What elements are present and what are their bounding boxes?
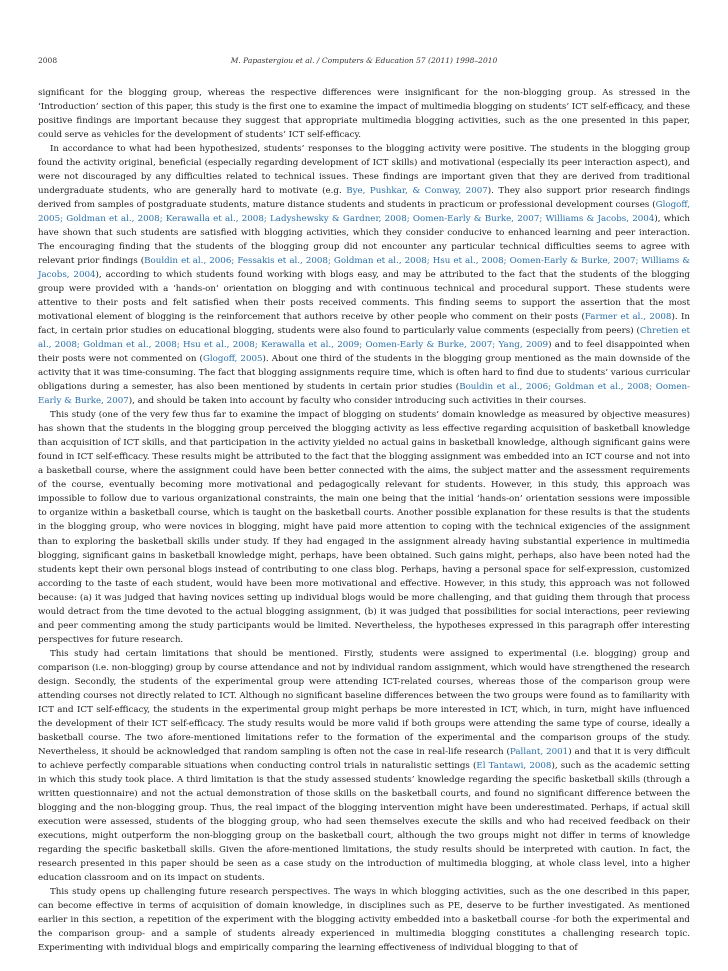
body-paragraph <box>38 885 690 955</box>
paragraph-text: ) and to feel disappointed when their posts were not commented on ( <box>38 340 691 365</box>
paragraph-text: ) and that it is very difficult to achieve perfectly comparable situations when conducting control trials in naturalistic settings ( <box>38 746 690 771</box>
paragraph-text: This study opens up challenging future research perspectives. The ways in which blogging activities, such as the one described in this paper, can become effective in terms of acquisition of domain knowledge, in disciplines such as PE, deserve to be further investigated. As mentioned earlier in this section, a repetition of the experiment with the blogging activity embedded into a basketball course -for both the experimental and the comparison group- and a sample of students already experienced in multimedia blogging constitutes a challenging research topic. Experimenting with individual blogs and empirically comparing the learning effectiveness of individual blogging to that of <box>38 886 690 953</box>
citation-link[interactable]: Glogoff, 2005 <box>202 354 263 365</box>
body-paragraph <box>38 647 690 885</box>
page-number: 2008 <box>38 56 58 65</box>
paragraph-text: ), according to which students found working with blogs easy, and may be attributed to the fact that the students of the blogging group were provided with a ‘hands-on’ orientation on blogging and with continuous technical and procedural support. These students were attentive to their posts and felt satisfied when their posts received comments. This finding seems to support the assertion that the most motivational element of blogging is the reinforcement that authors receive by other people who comment on their posts ( <box>38 270 690 323</box>
citation-link[interactable]: Bye, Pushkar, & Conway, 2007 <box>346 186 488 197</box>
citation-link[interactable]: Bouldin et al., 2006; Fessakis et al., 2008; Goldman et al., 2008; Hsu et al., 2008; Oomen-Early & Burke, 2007; Williams & Jacobs, 2004 <box>38 256 690 281</box>
body-paragraph <box>38 408 690 646</box>
paragraph-text: ). In fact, in certain prior studies on educational blogging, students were also found to particularly value comments (especially from peers) ( <box>38 312 690 337</box>
paragraph-text: This study (one of the very few thus far to examine the impact of blogging on students’ domain knowledge as measured by objective measures) has shown that the students in the blogging group perceived the blogging activity as less effective regarding acquisition of basketball knowledge than acquisition of ICT skills, and that participation in the activity yielded no actual gains in basketball knowledge, although significant gains were found in ICT self-efficacy. These results might be attributed to the fact that the blogging assignment was embedded into an ICT course and not into a basketball course, where the assignment could have been better connected with the aims, the subject matter and the assessment requirements of the course, eventually becoming more motivational and pedagogically relevant for students. However, in this study, this approach was impossible to follow due to various organizational constraints, the main one being that the initial ‘hands-on’ orientation sessions were impossible to organize within a basketball course, which is taught on the basketball courts. Another possible explanation for these results is that the students in the blogging group, who were novices in blogging, might have paid more attention to coping with the technical exigencies of the assignment than to exploring the basketball skills under study. If they had engaged in the assignment already having substantial experience in multimedia blogging, significant gains in basketball knowledge might, perhaps, have been obtained. Such gains might, perhaps, also have been noted had the students kept their own personal blogs instead of contributing to one class blog. Perhaps, having a personal space for self-expression, customized according to the taste of each student, would have been more motivational and effective. However, in this study, this approach was not followed because: (a) it was judged that having novices setting up individual blogs would be more challenging, and that guiding them through that process would detract from the time devoted to the actual blogging assignment, (b) it was judged that possibilities for social interactions, peer reviewing and peer commenting among the study participants would be limited. Nevertheless, the hypotheses expressed in this paragraph offer interesting perspectives for future research. <box>38 410 690 645</box>
paragraph-text: ), which have shown that such students are satisfied with blogging activities, which they consider conducive to enhanced learning and peer interaction. The encouraging finding that the students of the blogging group did not encounter any particular technical difficulties seems to agree with relevant prior findings ( <box>38 214 690 267</box>
paragraph-text: In accordance to what had been hypothesized, students’ responses to the blogging activity were positive. The students in the blogging group found the activity original, beneficial (especially regarding development of ICT skills) and motivational (especially its peer interaction aspect), and were not discouraged by any difficulties related to technical issues. These findings are important given that they are derived from traditional undergraduate students, who are generally hard to motivate (e.g. <box>38 144 690 197</box>
paragraph-text: ). About one third of the students in the blogging group mentioned as the main downside of the activity that it was time-consuming. The fact that blogging assignments require time, which is often hard to find due to students’ various curricular obligations during a semester, has also been mentioned by students in certain prior studies ( <box>38 354 690 393</box>
paragraph-text: ). They also support prior research findings derived from samples of postgraduate students, mature distance students and students in practicum or professional development courses ( <box>38 186 690 211</box>
citation-link[interactable]: El Tantawi, 2008 <box>476 760 552 771</box>
running-header <box>38 56 690 70</box>
citation-link[interactable]: Glogoff, 2005; Goldman et al., 2008; Kerawalla et al., 2008; Ladyshewsky & Gardner, 2008; Oomen-Early & Burke, 2007; Williams & Jacobs, 2004 <box>38 200 690 225</box>
paragraph-text: ), and should be taken into account by faculty who consider introducing such activities in their courses. <box>128 396 587 407</box>
paragraph-text: ), such as the academic setting in which this study took place. A third limitation is that the study assessed students’ knowledge regarding the specific basketball skills (through a written questionnaire) and not the actual demonstration of those skills on the basketball courts, and found no significant difference between the blogging and the non-blogging group. Thus, the real impact of the blogging intervention might have been underestimated. Perhaps, if actual skill execution were assessed, students of the blogging group, who had seen themselves execute the skills and who had received feedback on their executions, might outperform the non-blogging group on the basketball court, although the two groups might not differ in terms of knowledge regarding the specific basketball skills. Given the afore-mentioned limitations, the study results should be interpreted with caution. In fact, the research presented in this paper should be seen as a case study on the introduction of multimedia blogging, at whole class level, into a higher education classroom and on its impact on students. <box>38 760 691 883</box>
body-paragraph <box>38 86 690 142</box>
citation-link[interactable]: Bouldin et al., 2006; Goldman et al., 2008; Oomen-Early & Burke, 2007 <box>38 382 690 407</box>
citation-link[interactable]: Pallant, 2001 <box>509 746 569 757</box>
citation-link[interactable]: Chretien et al., 2008; Goldman et al., 2008; Hsu et al., 2008; Kerawalla et al., 2009; Oomen-Early & Burke, 2007; Yang, 2009 <box>38 326 690 351</box>
article-body <box>38 86 690 955</box>
paragraph-text: significant for the blogging group, whereas the respective differences were insignificant for the non-blogging group. As stressed in the ‘Introduction’ section of this paper, this study is the first one to examine the impact of multimedia blogging on students’ ICT self-efficacy, and these positive findings are important because they suggest that appropriate multimedia blogging activities, such as the one presented in this paper, could serve as vehicles for the development of students’ ICT self-efficacy. <box>38 88 690 141</box>
body-paragraph <box>38 142 690 408</box>
journal-citation: M. Papastergiou et al. / Computers & Education 57 (2011) 1998–2010 <box>230 56 498 65</box>
paragraph-text: This study had certain limitations that should be mentioned. Firstly, students were assigned to experimental (i.e. blogging) group and comparison (i.e. non-blogging) group by course attendance and not by individual random assignment, which would have strengthened the research design. Secondly, the students of the experimental group were attending ICT-related courses, whereas those of the comparison group were attending courses not directly related to ICT. Although no significant baseline differences between the two groups were found as to familiarity with ICT and ICT self-efficacy, the students in the experimental group might perhaps be more interested in ICT, which, in turn, might have influenced the development of their ICT self-efficacy. The study results would be more valid if both groups were attending the same type of course, ideally a basketball course. The two afore-mentioned limitations refer to the formation of the experimental and the comparison groups of the study. Nevertheless, it should be acknowledged that random sampling is often not the case in real-life research ( <box>38 648 690 757</box>
citation-link[interactable]: Farmer et al., 2008 <box>584 312 672 323</box>
